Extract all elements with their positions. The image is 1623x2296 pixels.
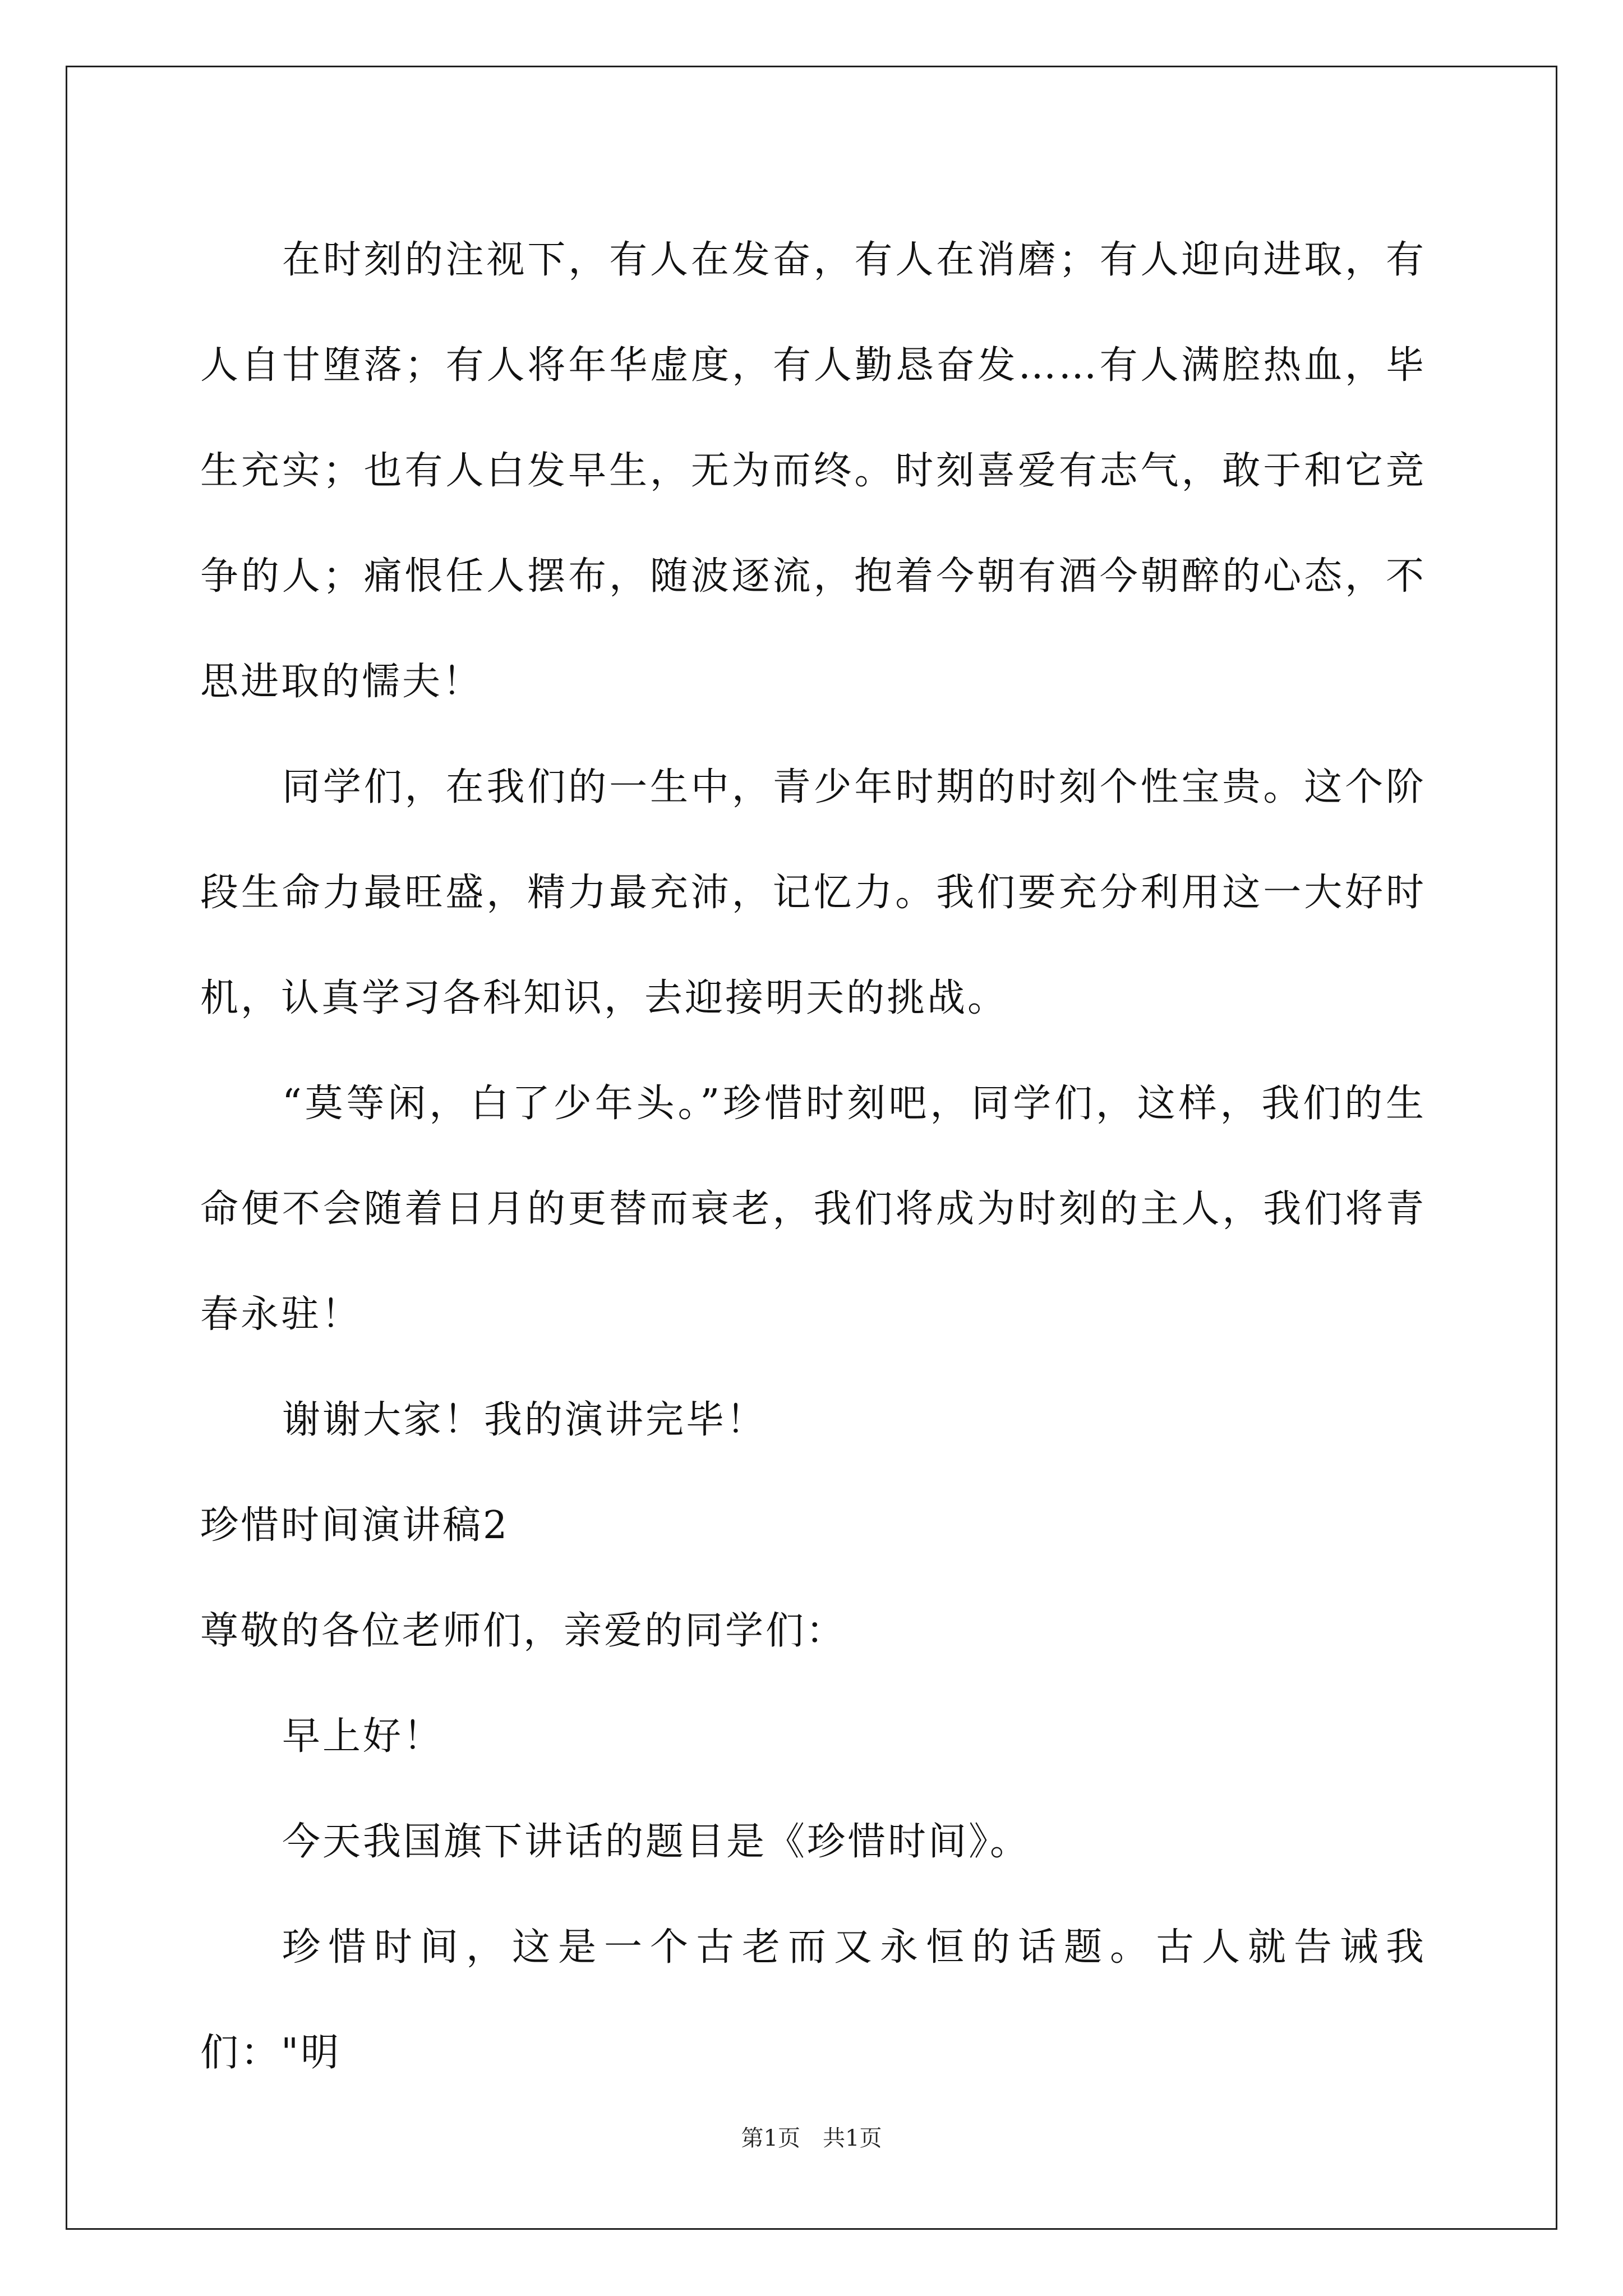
speech-topic: 今天我国旗下讲话的题目是《珍惜时间》。 <box>282 1820 1031 1864</box>
paragraph-quote-cherish: “莫等闲，白了少年头。”珍惜时刻吧，同学们，这样，我们的生命便不会随着日月的更替而衰老，我们将成为时刻的主人，我们将青春永驻！ <box>200 1082 1426 1337</box>
greeting: 早上好！ <box>282 1714 444 1759</box>
page-footer: 第1页 共1页 <box>741 2125 882 2151</box>
salutation: 尊敬的各位老师们，亲爱的同学们： <box>200 1609 847 1653</box>
paragraph-youth-precious: 同学们，在我们的一生中，青少年时期的时刻个性宝贵。这个阶段生命力最旺盛，精力最充沛，记忆力。我们要充分利用这一大好时机，认真学习各科知识，去迎接明天的挑战。 <box>200 765 1426 1020</box>
document-body <box>200 208 1426 2106</box>
paragraph-ancient-topic: 珍惜时间，这是一个古老而又永恒的话题。古人就告诫我们："明 <box>200 1925 1426 2075</box>
section-title: 珍惜时间演讲稿2 <box>200 1503 510 1548</box>
paragraph-thanks: 谢谢大家！我的演讲完毕！ <box>282 1398 767 1442</box>
paragraph-time-attitudes: 在时刻的注视下，有人在发奋，有人在消磨；有人迎向进取，有人自甘堕落；有人将年华虚度，有人勤恳奋发……有人满腔热血，毕生充实；也有人白发早生，无为而终。时刻喜爱有志气，敢于和它竞争的人；痛恨任人摆布，随波逐流，抱着今朝有酒今朝醉的心态，不思进取的懦夫！ <box>200 238 1426 704</box>
